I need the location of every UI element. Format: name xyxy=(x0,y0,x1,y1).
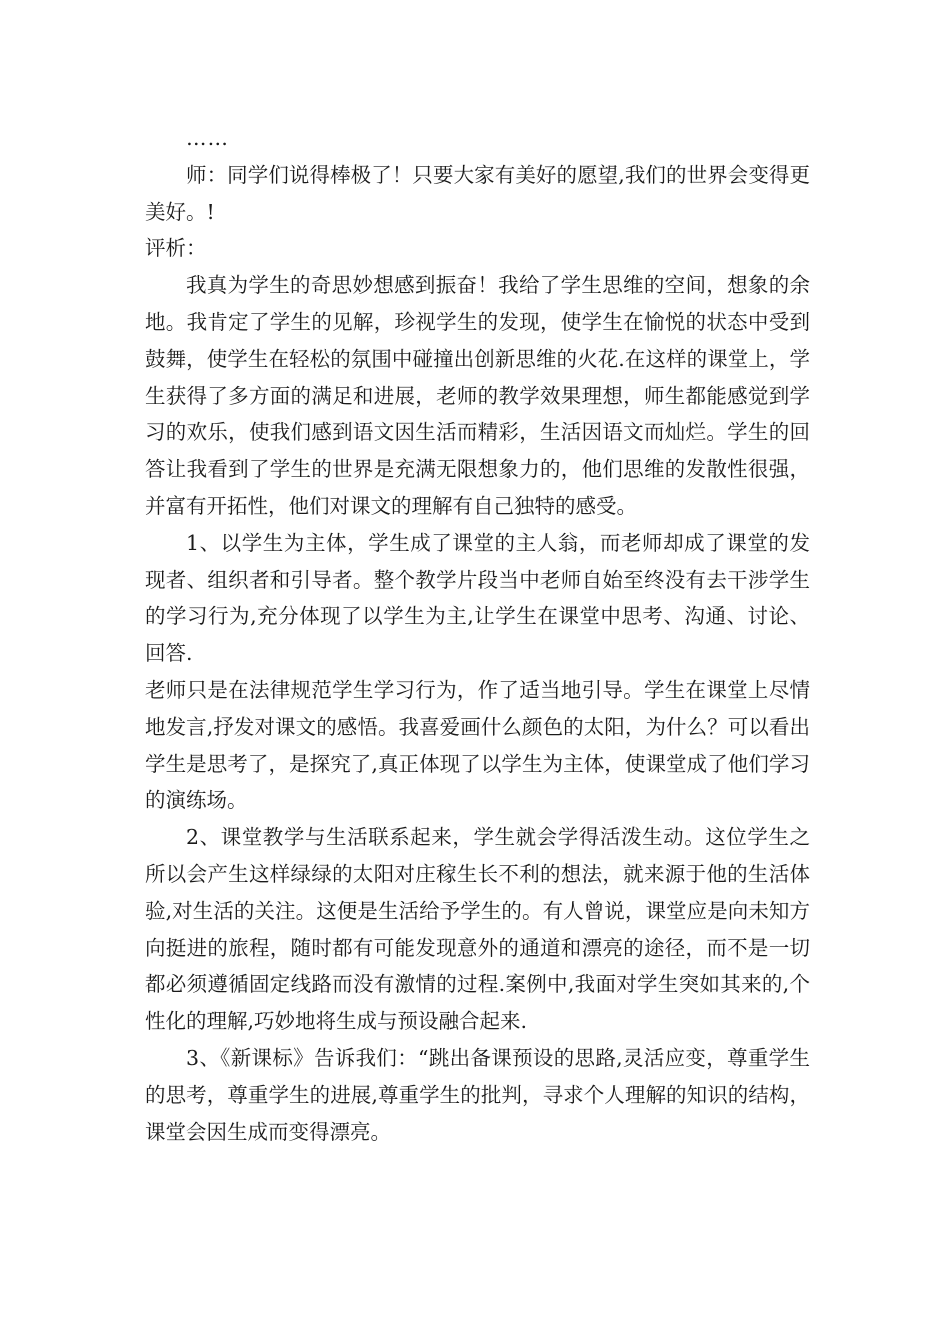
analysis-heading: 评析： xyxy=(145,236,207,261)
point-1-continuation-paragraph: 老师只是在法律规范学生学习行为，作了适当地引导。学生在课堂上尽情地发言,抒发对课文的感悟。我喜爱画什么颜色的太阳，为什么？可以看出学生是思考了，是探究了,真正体现了以学生为主体，使课堂成了他们学习的演练场。 xyxy=(145,677,810,813)
teacher-remark-paragraph: 师：同学们说得棒极了！只要大家有美好的愿望,我们的世界会变得更美好。! xyxy=(145,162,810,224)
point-2-paragraph: 2、课堂教学与生活联系起来，学生就会学得活泼生动。这位学生之所以会产生这样绿绿的太阳对庄稼生长不利的想法，就来源于他的生活体验,对生活的关注。这便是生活给予学生的。有人曾说，课堂应是向未知方向挺进的旅程，随时都有可能发现意外的通道和漂亮的途径，而不是一切都必须遵循固定线路而没有激情的过程.案例中,我面对学生突如其来的,个性化的理解,巧妙地将生成与预设融合起来. xyxy=(145,825,810,1034)
point-3-paragraph: 3、《新课标》告诉我们：“跳出备课预设的思路,灵活应变，尊重学生的思考，尊重学生的进展,尊重学生的批判，寻求个人理解的知识的结构，课堂会因生成而变得漂亮。 xyxy=(145,1045,810,1144)
document-body xyxy=(145,120,810,1150)
analysis-paragraph: 我真为学生的奇思妙想感到振奋！我给了学生思维的空间，想象的余地。我肯定了学生的见解，珍视学生的发现，使学生在愉悦的状态中受到鼓舞，使学生在轻松的氛围中碰撞出创新思维的火花.在这样的课堂上，学生获得了多方面的满足和进展，老师的教学效果理想，师生都能感觉到学习的欢乐，使我们感到语文因生活而精彩，生活因语文而灿烂。学生的回答让我看到了学生的世界是充满无限想象力的，他们思维的发散性很强，并富有开拓性，他们对课文的理解有自己独特的感受。 xyxy=(145,273,810,518)
point-1-paragraph: 1、以学生为主体，学生成了课堂的主人翁，而老师却成了课堂的发现者、组织者和引导者。整个教学片段当中老师自始至终没有去干涉学生的学习行为,充分体现了以学生为主,让学生在课堂中思考、沟通、讨论、回答. xyxy=(145,530,810,666)
ellipsis-line: …… xyxy=(186,126,229,150)
